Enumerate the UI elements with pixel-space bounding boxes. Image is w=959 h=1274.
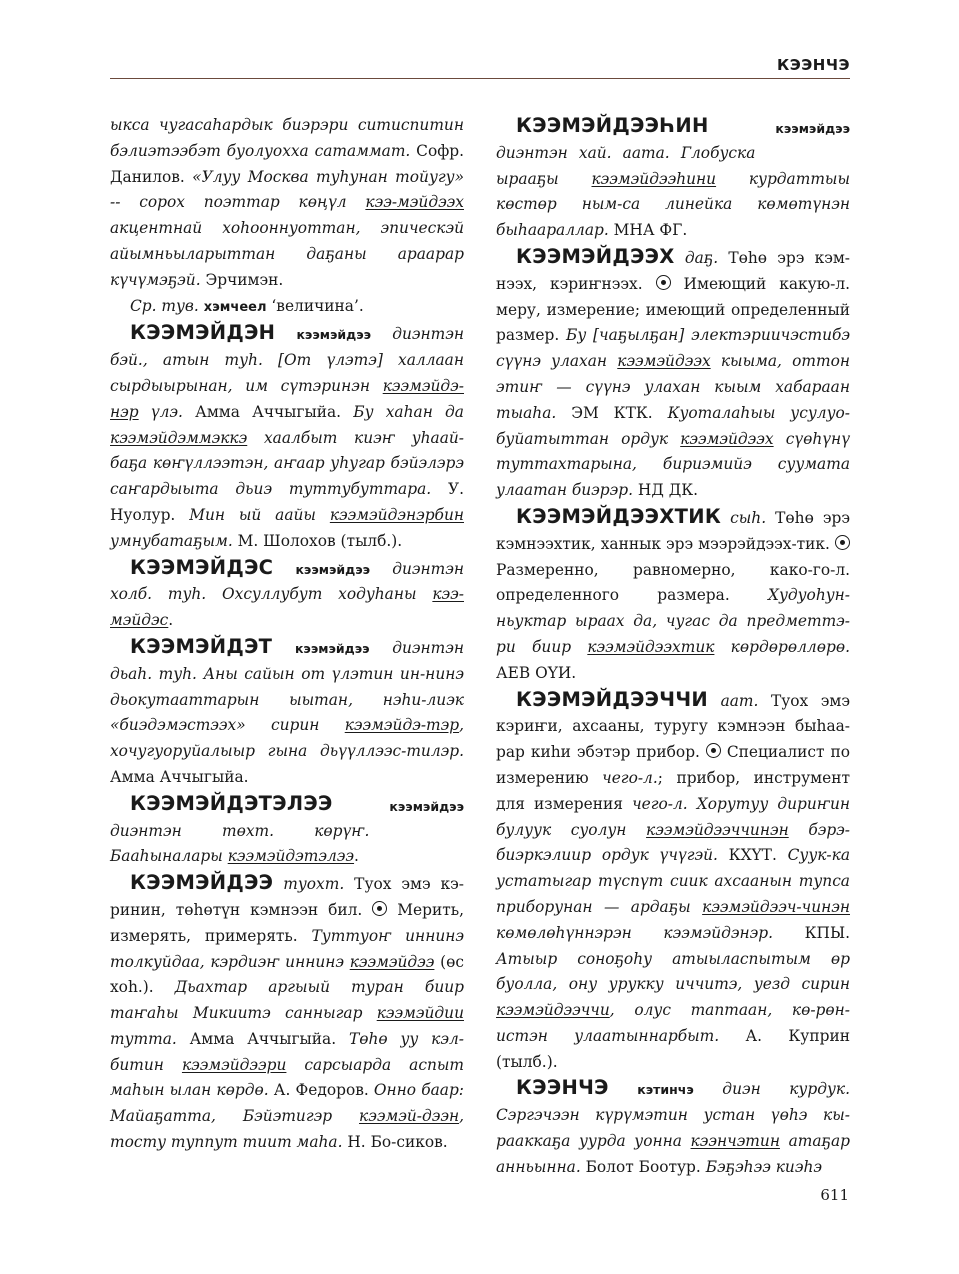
entry-keemeyden: КЭЭМЭЙДЭН кээмэйдээ диэнтэн бэй., атын туһ. [От үлэтэ] халлаан сырдыырынан, им сүтэринэн кээмэйдэ-нэр үлэ. Амма Аччыгыйа. Бу хаһан да кээмэйдэммэккэ хаалбыт киэҥ уһаай-баҕа көҥүллээтэн, аҥаар уһугар бэйэлэрэ саҥардыыта дьиэ туттубуттара. У. Нуолур. Мин ый аайы кээмэйдэнэрбин умнубатаҕым. М. Шолохов (тылб.).	[110, 321, 464, 550]
comparison-note: Ср. тув. хэмчеел ‘величина’.	[130, 296, 364, 315]
headword: КЭЭМЭЙДЭЭЧЧИ	[516, 687, 709, 711]
entry-keemeydeechchi: КЭЭМЭЙДЭЭЧЧИ аат. Туох эмэ кэриҥи, ахсааны, туругу кэмнээн быһаа-рар киһи эбэтэр прибор. Специалист по измерению чего-л.; прибор, инструмент для измерения чего-л. Хорутуу дириҥин булуук суолун кээмэйдээччинэн бэрэ-биэркэлиир ордук үчүгэй. КХҮТ. Суук-ка устатыгар түспүт сиик ахсаанын тупса приборунан — ардаҕы кээмэйдээч-чинэн көмөлөһүннэрэн кээмэйдэнэр. КПЫ. Атыыр соноҕоһу атыыласпытым өр буолла, ону урукку иччитэ, уезд сирин кээмэйдээччи, олус таптаан, кө-рөн-истэн улаатыннарбыт. А. Куприн (тылб.).	[496, 687, 851, 1071]
right-column	[496, 113, 850, 1181]
entry-keemeydetelee: КЭЭМЭЙДЭТЭЛЭЭ кээмэйдээ диэнтэн төхт. көрүҥ. Бааһыналары кээмэйдэтэлээ.	[110, 791, 464, 866]
headword: КЭЭМЭЙДЭЭХ	[516, 244, 675, 268]
meaning-marker-icon	[372, 901, 387, 916]
left-column	[110, 113, 464, 1156]
headword: КЭЭМЭЙДЭЭҺИН	[516, 114, 709, 137]
headword: КЭЭМЭЙДЭТЭЛЭЭ	[130, 791, 333, 815]
meaning-marker-icon	[706, 743, 721, 758]
entry-keemeydes: КЭЭМЭЙДЭС кээмэйдээ диэнтэн холб. туһ. Охсуллубут ходуһаны кээ-мэйдэс.	[110, 555, 464, 630]
running-head	[110, 54, 850, 79]
headword: КЭЭМЭЙДЭН	[130, 321, 276, 345]
entry-keenche: КЭЭНЧЭ кэтинчэ диэн курдук. Сэргэчээн күрүмэтин устан үөһэ кы-рааккаҕа уурда уонна кээнчэтин атаҕар анньынна. Болот Боотур. Бэҕэһээ киэһэ	[496, 1076, 850, 1176]
headword: КЭЭНЧЭ	[516, 1076, 609, 1100]
headword: КЭЭМЭЙДЭЭ	[130, 871, 274, 895]
entry-keemeydeehin: КЭЭМЭЙДЭЭҺИН кээмэйдээ диэнтэн хай. аата. Глобуска ырааҕы кээмэйдээһини курдаттыы көстөр ным-са линейка көмөтүнэн быһаараллар. МНА ФГ.	[496, 114, 850, 240]
headword: КЭЭМЭЙДЭЭХТИК	[516, 504, 722, 528]
meaning-marker-icon	[835, 535, 850, 550]
continued-paragraph: ыкса чугасаһардык биэрэри ситиспитин бэлиэтээбэт буолуохха сатаммат. Софр. Данилов. «Улуу Москва туһунан тойугу» -- сорох поэттар көңүл кээ-мэйдээх акцентнай хоһооннуоттан, эпическэй айымньыларыттан даҕаны арaарар күчүмэҕэй. Эрчимэн.	[110, 116, 464, 289]
meaning-marker-icon	[656, 275, 671, 290]
entry-keemeydet: КЭЭМЭЙДЭТ кээмэйдээ диэнтэн дьаһ. туһ. Аны сайын от үлэтин ин-нинэ дьокутааттарын ыытан, нэһи-лиэк «биэдэмэстээх» сирин кээмэйдэ-тэр, хочугуоруйалыыр гына дьүүллээс-тилэр. Амма Аччыгыйа.	[110, 634, 464, 786]
entry-keemeydee: КЭЭМЭЙДЭЭ туохт. Туох эмэ кэ-ринин, төһөтүн кэмнээн бил. Мерить, измерять, примерять. Туттуоҥ иннинэ толкуйдаа, кэрдиэҥ иннинэ кээмэйдээ (өс хоһ.). Дьахтар аргыый туран биир таҥаһы Микиитэ санныгар кээмэйдии тутта. Амма Аччыгыйа. Төһө уу кэл-битин кээмэйдээри сарсыарда аспыт маһын ылан көрдө. А. Федоров. Онно баар: Майаҕатта, Бэйэтигэр кээмэй-дээн, тосту туппут тиит маһа. Н. Бо-сиков.	[110, 871, 465, 1152]
header-title: КЭЭНЧЭ	[777, 56, 850, 74]
headword: КЭЭМЭЙДЭС	[130, 555, 274, 579]
entry-keemeydeehtik: КЭЭМЭЙДЭЭХТИК сыһ. Төһө эрэ кэмнээхтик, ханнык эрэ мээрэйдээх-тик. Размеренно, равномерно, како-го-л. определенного размера. Худуоһун-ньуктар ыраах да, чугас да предметтэ-ри биир кээмэйдээхтик көрдөрөллөрө. АЕВ ОҮИ.	[496, 504, 850, 682]
entry-keemeydeeh: КЭЭМЭЙДЭЭХ даҕ. Төһө эрэ кэм-нээх, кэриҥнээх. Имеющий какую-л. меру, измерение; имеющий определенный размер. Бу [чаҕылҕан] электэриичэстибэ сүүнэ улахан кээмэйдээх кыыма, оттон этиҥ — сүүнэ улахан кыым хабараан тыаһа. ЭМ КТК. Куоталаһыы усулуо-буйатыттан ордук кээмэйдээх сүөһүнү туттахтарына, бириэмийэ суумата улаатан биэрэр. НД ДК.	[496, 244, 851, 500]
page-number: 611	[820, 1186, 849, 1204]
headword: КЭЭМЭЙДЭТ	[130, 634, 273, 658]
